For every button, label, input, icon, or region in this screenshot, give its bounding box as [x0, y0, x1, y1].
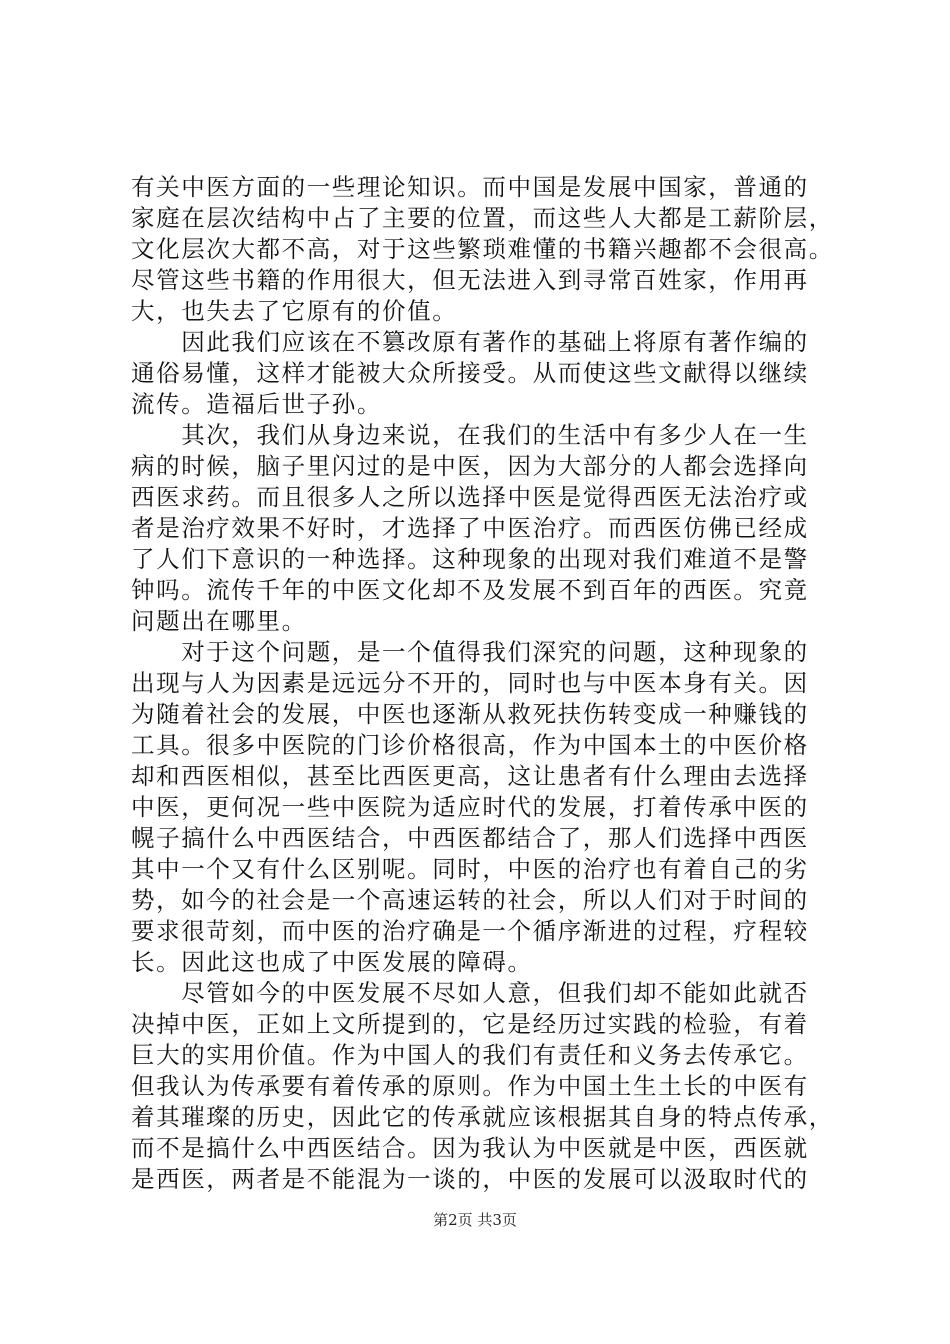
text-line: 尽管如今的中医发展不尽如人意，但我们却不能如此就否: [131, 979, 809, 1007]
text-line: 大，也失去了它原有的价值。: [131, 297, 458, 325]
text-line: 对于这个问题，是一个值得我们深究的问题，这种现象的: [131, 638, 809, 666]
text-line: 家庭在层次结构中占了主要的位置，而这些人大都是工薪阶层，: [131, 204, 834, 232]
text-line: 了人们下意识的一种选择。这种现象的出现对我们难道不是警: [131, 545, 809, 573]
text-line: 要求很苛刻，而中医的治疗确是一个循序渐进的过程，疗程较: [131, 917, 809, 945]
text-line: 出现与人为因素是远远分不开的，同时也与中医本身有关。因: [131, 669, 809, 697]
text-line: 工具。很多中医院的门诊价格很高，作为中国本土的中医价格: [131, 731, 809, 759]
text-line: 尽管这些书籍的作用很大，但无法进入到寻常百姓家，作用再: [131, 266, 809, 294]
text-line: 病的时候，脑子里闪过的是中医，因为大部分的人都会选择向: [131, 452, 809, 480]
text-line: 决掉中医，正如上文所提到的，它是经历过实践的检验，有着: [131, 1010, 809, 1038]
text-line: 因此我们应该在不篡改原有著作的基础上将原有著作编的: [131, 328, 809, 356]
body-text: [131, 172, 834, 1195]
text-line: 流传。造福后世子孙。: [131, 390, 382, 418]
page-number-indicator: 第2页 共3页: [433, 1211, 517, 1229]
text-line: 中医，更何况一些中医院为适应时代的发展，打着传承中医的: [131, 793, 809, 821]
text-line: 而不是搞什么中西医结合。因为我认为中医就是中医，西医就: [131, 1134, 809, 1162]
text-line: 巨大的实用价值。作为中国人的我们有责任和义务去传承它。: [131, 1041, 809, 1069]
text-line: 文化层次大都不高，对于这些繁琐难懂的书籍兴趣都不会很高。: [131, 235, 834, 263]
text-line: 通俗易懂，这样才能被大众所接受。从而使这些文献得以继续: [131, 359, 809, 387]
text-line: 是西医，两者是不能混为一谈的，中医的发展可以汲取时代的: [131, 1165, 809, 1193]
text-line: 着其璀璨的历史，因此它的传承就应该根据其自身的特点传承，: [131, 1103, 834, 1131]
text-line: 却和西医相似，甚至比西医更高，这让患者有什么理由去选择: [131, 762, 809, 790]
text-line: 者是治疗效果不好时，才选择了中医治疗。而西医仿佛已经成: [131, 514, 809, 542]
text-line: 有关中医方面的一些理论知识。而中国是发展中国家，普通的: [131, 173, 809, 201]
text-line: 但我认为传承要有着传承的原则。作为中国土生土长的中医有: [131, 1072, 809, 1100]
text-line: 长。因此这也成了中医发展的障碍。: [131, 948, 533, 976]
text-line: 为随着社会的发展，中医也逐渐从救死扶伤转变成一种赚钱的: [131, 700, 809, 728]
page-footer: [0, 1210, 950, 1230]
text-line: 势，如今的社会是一个高速运转的社会，所以人们对于时间的: [131, 886, 809, 914]
text-line: 钟吗。流传千年的中医文化却不及发展不到百年的西医。究竟: [131, 576, 809, 604]
text-line: 其中一个又有什么区别呢。同时，中医的治疗也有着自己的劣: [131, 855, 809, 883]
text-line: 问题出在哪里。: [131, 607, 307, 635]
text-line: 幌子搞什么中西医结合，中西医都结合了，那人们选择中西医: [131, 824, 809, 852]
text-line: 其次，我们从身边来说，在我们的生活中有多少人在一生: [131, 421, 809, 449]
text-line: 西医求药。而且很多人之所以选择中医是觉得西医无法治疗或: [131, 483, 809, 511]
